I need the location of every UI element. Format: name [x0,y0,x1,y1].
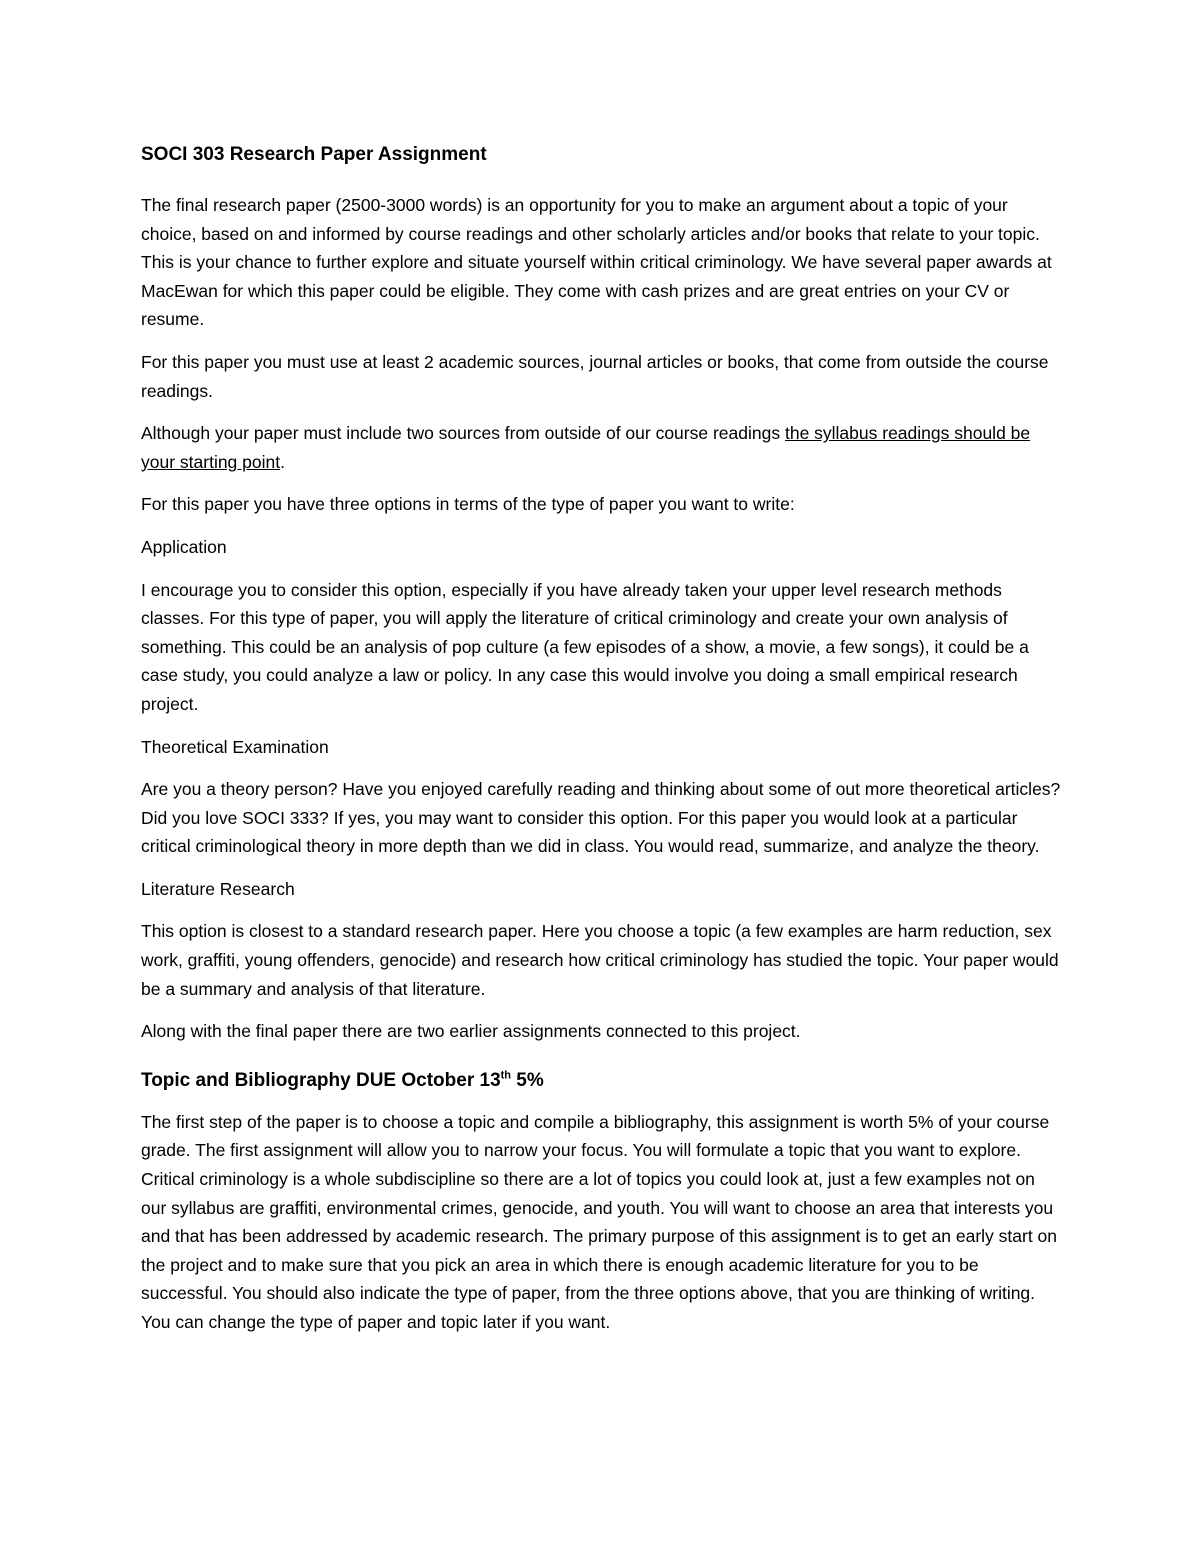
sources-paragraph: For this paper you must use at least 2 academic sources, journal articles or books, that come from outside the course readings. [141,351,1049,401]
topic-bibliography-paragraph: The first step of the paper is to choose a topic and compile a bibliography, this assignment is worth 5% of your course grade. The first assignment will allow you to narrow your focus. You will formulate a topic that you want to explore. Critical criminology is a whole subdiscipline so there are a lot of topics you could look at, just a few examples not on our syllabus are graffiti, environmental crimes, genocide, and youth. You will want to choose an area that interests you and that has been addressed by academic research. The primary purpose of this assignment is to get an early start on the project and to make sure that you pick an area in which there is enough academic literature for you to be successful. You should also indicate the type of paper, from the three options above, that you are thinking of writing. You can change the type of paper and topic later if you want. [141,1111,1058,1332]
heading-superscript: th [500,1069,512,1082]
document-page [141,141,1061,1351]
intro-paragraph: The final research paper (2500-3000 words) is an opportunity for you to make an argument about a topic of your choice, based on and informed by course readings and other scholarly articles and/or books that relate to your topic. This is your chance to further explore and situate yourself within critical criminology. We have several paper awards at MacEwan for which this paper could be eligible. They come with cash prizes and are great entries on your CV or resume. [141,195,1052,330]
option-text-application: I encourage you to consider this option, especially if you have already taken your upper level research methods classes. For this type of paper, you will apply the literature of critical criminology and create your own analysis of something. This could be an analysis of pop culture (a few episodes of a show, a movie, a few songs), it could be a case study, you could analyze a law or policy. In any case this would involve you doing a small empirical research project. [141,579,1029,714]
option-text-literature: This option is closest to a standard research paper. Here you choose a topic (a few examples are harm reduction, sex work, graffiti, young offenders, genocide) and research how critical criminology has studied the topic. Your paper would be a summary and analysis of that literature. [141,921,1059,999]
heading-weight: 5% [511,1069,544,1091]
option-text-theoretical: Are you a theory person? Have you enjoyed carefully reading and thinking about some of out more theoretical articles? Did you love SOCI 333? If yes, you may want to consider this option. For this paper you would look at a particular critical criminological theory in more depth than we did in class. You would read, summarize, and analyze the theory. [141,779,1061,857]
although-text: Although your paper must include two sources from outside of our course readings [141,423,785,444]
option-label-application: Application [141,536,227,557]
along-paragraph: Along with the final paper there are two earlier assignments connected to this project. [141,1021,801,1042]
syllabus-emphasis: the syllabus readings should be your starting point [141,423,1031,472]
option-label-literature: Literature Research [141,878,295,899]
option-label-theoretical: Theoretical Examination [141,736,329,757]
topic-bibliography-heading [141,1066,1061,1096]
options-intro-paragraph: For this paper you have three options in terms of the type of paper you want to write: [141,494,795,515]
although-paragraph [141,419,1061,476]
document-title: SOCI 303 Research Paper Assignment [141,144,487,165]
although-end: . [280,451,285,472]
heading-main: Topic and Bibliography DUE October 13 [141,1069,501,1091]
